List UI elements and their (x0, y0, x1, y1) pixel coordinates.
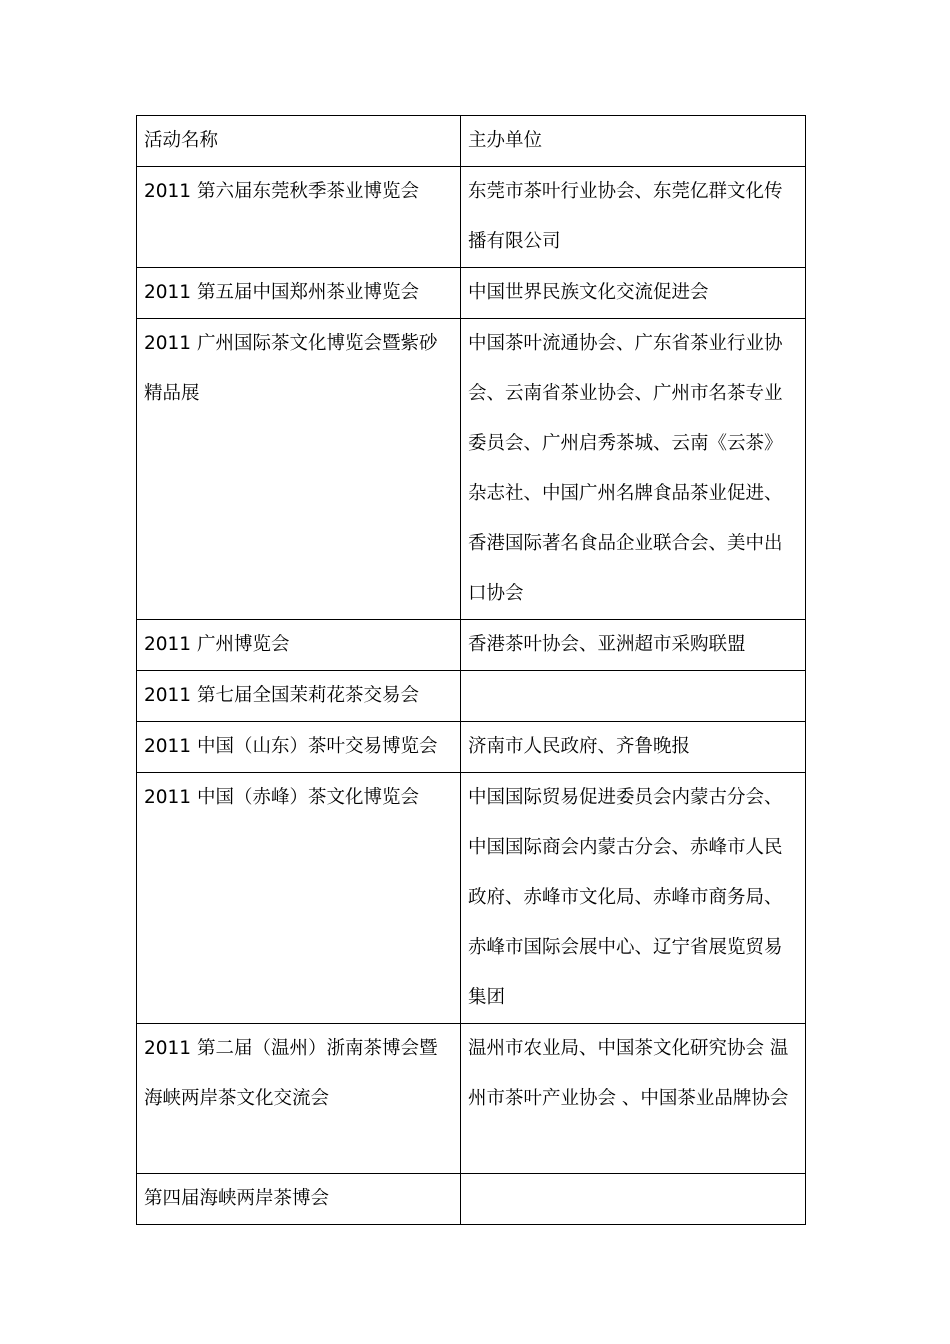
event-name-cell: 2011 中国（赤峰）茶文化博览会 (137, 773, 461, 1024)
organizer-cell: 温州市农业局、中国茶文化研究协会 温州市茶叶产业协会 、中国茶业品牌协会 (461, 1024, 806, 1174)
event-name-cell: 2011 广州国际茶文化博览会暨紫砂精品展 (137, 319, 461, 620)
table-row (137, 671, 806, 722)
table-row (137, 167, 806, 268)
event-name-cell: 2011 第二届（温州）浙南茶博会暨海峡两岸茶文化交流会 (137, 1024, 461, 1174)
event-name-cell: 2011 第五届中国郑州茶业博览会 (137, 268, 461, 319)
organizer-cell: 香港茶叶协会、亚洲超市采购联盟 (461, 620, 806, 671)
organizer-cell (461, 671, 806, 722)
column-header-organizer: 主办单位 (461, 116, 806, 167)
table-row (137, 268, 806, 319)
organizer-cell: 东莞市茶叶行业协会、东莞亿群文化传播有限公司 (461, 167, 806, 268)
organizer-cell: 中国国际贸易促进委员会内蒙古分会、中国国际商会内蒙古分会、赤峰市人民政府、赤峰市文化局、赤峰市商务局、赤峰市国际会展中心、辽宁省展览贸易集团 (461, 773, 806, 1024)
event-name-cell: 2011 第七届全国茉莉花茶交易会 (137, 671, 461, 722)
table-row (137, 319, 806, 620)
table-row (137, 773, 806, 1024)
organizer-cell: 中国茶叶流通协会、广东省茶业行业协会、云南省茶业协会、广州市名茶专业委员会、广州启秀茶城、云南《云茶》杂志社、中国广州名牌食品茶业促进、香港国际著名食品企业联合会、美中出口协会 (461, 319, 806, 620)
organizer-cell: 济南市人民政府、齐鲁晚报 (461, 722, 806, 773)
table-row (137, 722, 806, 773)
table-row (137, 620, 806, 671)
event-name-cell: 2011 中国（山东）茶叶交易博览会 (137, 722, 461, 773)
table-row (137, 1174, 806, 1225)
organizer-cell: 中国世界民族文化交流促进会 (461, 268, 806, 319)
column-header-event-name: 活动名称 (137, 116, 461, 167)
organizer-cell (461, 1174, 806, 1225)
event-name-cell: 2011 第六届东莞秋季茶业博览会 (137, 167, 461, 268)
event-name-cell: 2011 广州博览会 (137, 620, 461, 671)
table-header-row (137, 116, 806, 167)
events-table (136, 115, 806, 1225)
table-row (137, 1024, 806, 1174)
event-name-cell: 第四届海峡两岸茶博会 (137, 1174, 461, 1225)
